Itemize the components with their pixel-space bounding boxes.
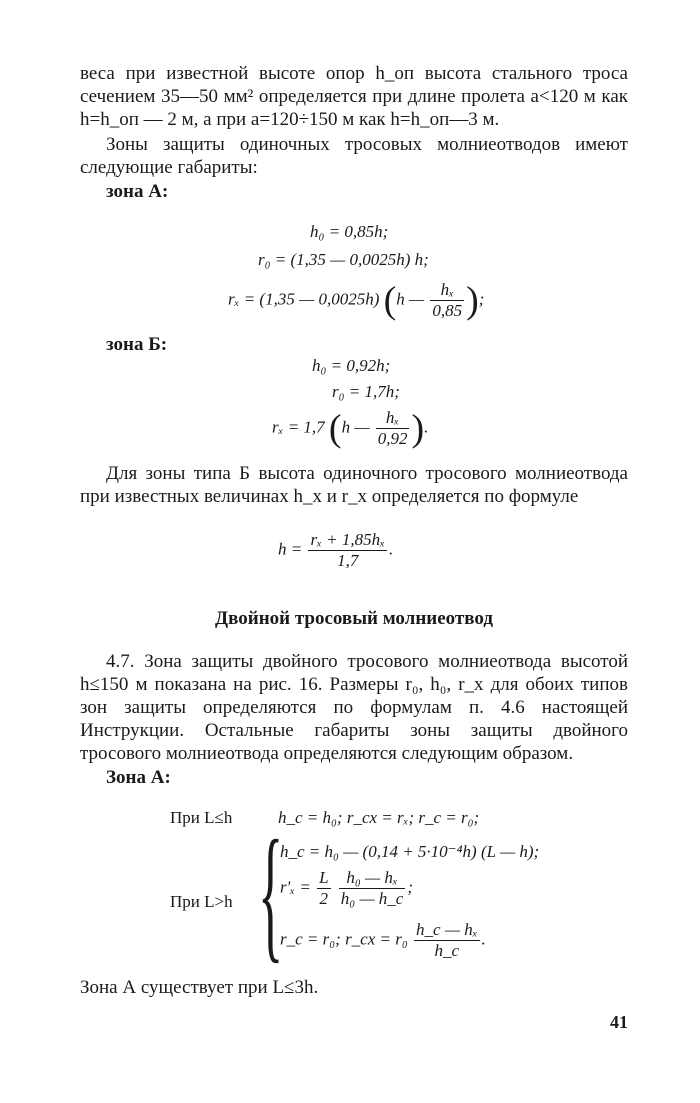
section-heading: Двойной тросовый молниеотвод <box>215 608 493 629</box>
page-body-3 <box>80 650 628 789</box>
equation-gt-rc-left: r_c = r₀; r_cx = r₀ <box>280 929 408 949</box>
equation-a-rx: rₓ = (1,35 — 0,0025h) (h — $\frac{\text{hₓ}}{0,85}$ ); <box>228 279 485 322</box>
paragraph-4: 4.7. Зона защиты двойного тросового молниеотвода высотой h≤150 м показана на рис. 16. Размеры r₀, h₀, r_x для обоих типов зон защиты определяются по формулам п. 4.6 настоящей Инструкции. Остальные габариты зоны защиты двойного тросового молниеотвода определяются следующим образом. <box>80 651 628 764</box>
equation-h-den: 1,7 <box>337 551 359 570</box>
page-body <box>80 62 628 203</box>
page-body-4 <box>80 976 628 999</box>
equation-a-r0: r₀ = (1,35 — 0,0025h) h; <box>258 250 429 269</box>
equation-a-rx-left: rₓ = (1,35 — 0,0025h) <box>228 289 380 309</box>
paragraph-3: Для зоны типа Б высота одиночного тросового молниеотвода при известных величинах h_x и r_x определяется по формуле <box>80 463 628 507</box>
zone-a-label: зона А: <box>106 181 169 202</box>
equation-b-r0: r₀ = 1,7h; <box>332 382 400 401</box>
equation-a-h0: h₀ = 0,85h; <box>310 222 389 241</box>
case-le-label: При L≤h <box>170 808 233 827</box>
equation-a-rx-inner: h — <box>396 289 425 309</box>
equation-b-h0: h₀ = 0,92h; <box>312 356 391 375</box>
equation-le: h_c = h₀; r_cx = rₓ; r_c = r₀; <box>278 808 480 827</box>
case-gt-label: При L>h <box>170 892 233 911</box>
equation-a-rx-den: 0,85 <box>432 301 463 320</box>
equation-gt-rc: r_c = r₀; r_cx = r₀ $\frac{\text{h\_c — hₓ}}{h\_c}$ . <box>280 920 486 960</box>
equation-h-left: h = <box>278 539 303 559</box>
paragraph-5: Зона А существует при L≤3h. <box>80 977 319 998</box>
zone-a2-label: Зона А: <box>106 767 171 788</box>
equation-gt-rx-d2: h₀ — h_c <box>340 889 404 908</box>
equation-gt-rx-d1: 2 <box>319 889 329 908</box>
zone-b-label: зона Б: <box>106 334 168 355</box>
paragraph-2: Зоны защиты одиночных тросовых молниеотводов имеют следующие габариты: <box>80 134 628 178</box>
page-number: 41 <box>610 1012 628 1032</box>
equation-h: h = $\frac{\text{rₓ + 1,85hₓ}}{1,7}$ . <box>278 530 394 570</box>
equation-h-num: rₓ + 1,85hₓ <box>310 530 385 549</box>
equation-gt-hc: h_c = h₀ — (0,14 + 5·10⁻⁴h) (L — h); <box>280 842 540 861</box>
equation-gt-rx-left: r'ₓ = <box>280 877 311 897</box>
page-body-2 <box>80 462 628 508</box>
equation-b-rx-num: hₓ <box>376 408 410 429</box>
equation-gt-rc-num: h_c — hₓ <box>416 920 478 939</box>
paragraph-1: веса при известной высоте опор h_оп высота стального троса сечением 35—50 мм² определяется при длине пролета a<120 м как h=h_оп — 2 м, а при a=120÷150 м как h=h_оп—3 м. <box>80 63 628 130</box>
equation-b-rx: rₓ = 1,7 (h — $\frac{\text{hₓ}}{0,92}$ ). <box>272 407 429 450</box>
equation-gt-rc-den: h_c <box>434 941 460 960</box>
equation-b-rx-den: 0,92 <box>377 429 408 448</box>
equation-gt-rx: r'ₓ = $\frac{L}{2}$ $\frac{\text{h₀ — hₓ}}{\text{h₀ — h\_c}}$ ; <box>280 868 414 908</box>
equation-gt-rx-n1: L <box>319 868 329 887</box>
equation-gt-rx-n2: h₀ — hₓ <box>339 868 406 889</box>
left-brace: { <box>258 810 284 976</box>
equation-b-rx-inner: h — <box>341 417 370 437</box>
equation-b-rx-left: rₓ = 1,7 <box>272 417 325 437</box>
equation-a-rx-num: hₓ <box>430 280 464 301</box>
